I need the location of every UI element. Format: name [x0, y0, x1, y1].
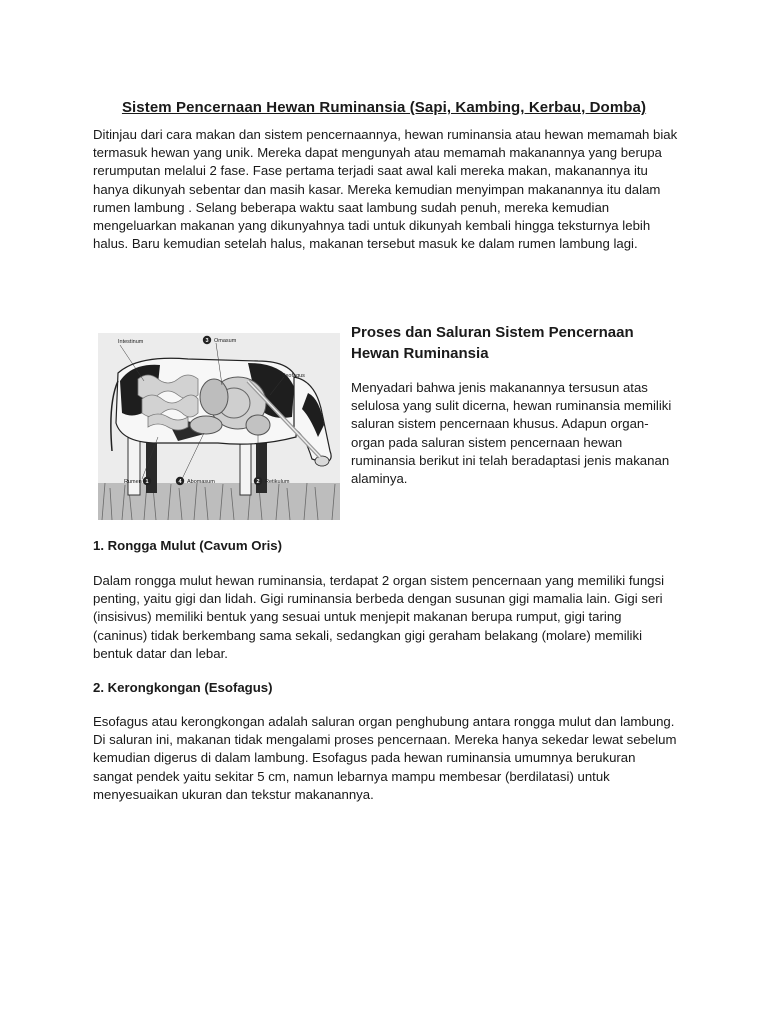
section-heading-esofagus: 2. Kerongkongan (Esofagus)	[93, 680, 273, 695]
label-abomasum: Abomasum	[187, 479, 215, 485]
intro-paragraph: Ditinjau dari cara makan dan sistem pencernaannya, hewan ruminansia atau hewan memamah biak termasuk hewan yang unik. Mereka dapat mengunyah atau memamah makanannya yang berupa rerumputan melalui 2 fase. Fase pertama terjadi saat awal kali mereka makan, makanannya itu hanya dikunyah sebentar dan masih kasar. Mereka kemudian menyimpan makanannya itu dalam rumen lambung . Selang beberapa waktu saat lambung sudah penuh, mereka kemudian mengeluarkan makanan yang dikunyahnya tadi untuk dikunyah kembali hingga teksturnya lebih halus. Baru kemudian setelah halus, makanan tersebut masuk ke dalam rumen lambung lagi.	[93, 127, 678, 252]
label-esofagus: Esofagus	[282, 373, 305, 379]
section-body-esofagus: Esofagus atau kerongkongan adalah saluran organ penghubung antara rongga mulut dan lambung. Di saluran ini, makanan tidak mengalami proses pencernaan. Mereka hanya sekedar lewat sebelum kemudian digerus di dalam lambung. Esofagus pada hewan ruminansia umumnya berukuran sangat pendek yaitu sekitar 5 cm, namun lebarnya mampu membesar (berdilatasi) untuk menyesuaikan ukuran dan tekstur makanannya.	[93, 714, 677, 802]
process-paragraph: Menyadari bahwa jenis makanannya tersusun atas selulosa yang sulit dicerna, hewan ruminansia memiliki saluran sistem pencernaan khusus. Adapun organ-organ pada saluran sistem pencernaan hewan ruminansia berikut ini telah beradaptasi jenis makanan alaminya.	[351, 380, 672, 487]
label-abomasum-number: 4	[178, 479, 182, 485]
cow-digestive-illustration	[98, 333, 340, 520]
section-body-rongga-mulut: Dalam rongga mulut hewan ruminansia, terdapat 2 organ sistem pencernaan yang memiliki fungsi penting, yaitu gigi dan lidah. Gigi ruminansia berbeda dengan susunan gigi mamalia lain. Gigi seri (insisivus) memiliki bentuk yang sesuai untuk menjepit makanan berupa rumput, gigi taring (caninus) tidak berkembang sama sekali, sedangkan gigi geraham belakang (molare) memiliki bentuk datar dan lebar.	[93, 573, 665, 661]
label-intestinum: Intestinum	[118, 339, 144, 345]
label-rumen-number: 1	[145, 479, 149, 485]
label-omasum-number: 3	[205, 338, 209, 344]
label-omasum: Omasum	[214, 338, 237, 344]
process-section-title: Proses dan Saluran Sistem Pencernaan Hewan Ruminansia	[351, 324, 634, 362]
section-heading-rongga-mulut: 1. Rongga Mulut (Cavum Oris)	[93, 538, 283, 553]
label-retikulum: Retikulum	[265, 479, 290, 485]
label-retikulum-number: 2	[256, 479, 260, 485]
label-rumen: Rumen	[124, 479, 142, 485]
document-title: Sistem Pencernaan Hewan Ruminansia (Sapi, Kambing, Kerbau, Domba)	[121, 99, 647, 117]
ruminant-digestive-figure	[98, 333, 340, 520]
